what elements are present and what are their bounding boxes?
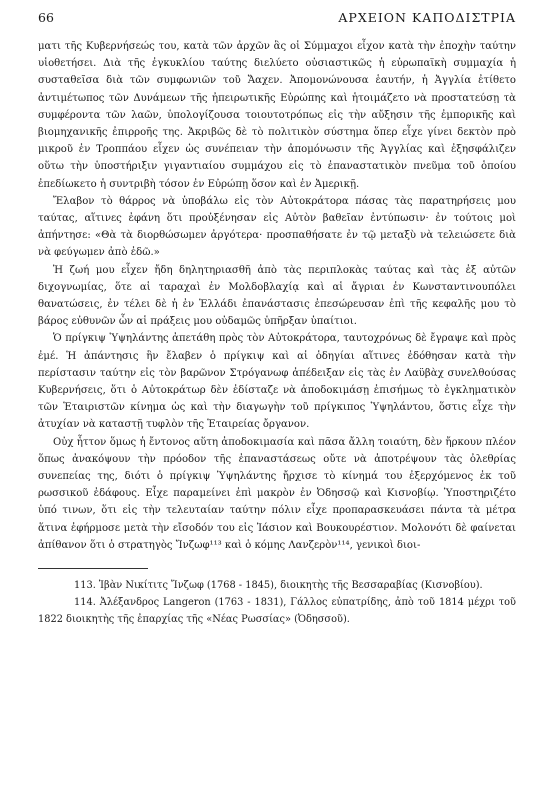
page-number: 66 xyxy=(38,10,54,25)
paragraph: Ὁ πρίγκιψ Ὑψηλάντης ἀπετάθη πρὸς τὸν Αὐτοκράτορα, ταυτοχρόνως δὲ ἔγραψε καὶ πρὸς ἐμέ. Ἡ ἀπάντησις ἣν ἔλαβεν ὁ πρίγκιψ καὶ αἱ ὁδηγίαι αἵτινες ἐδόθησαν κατὰ τὴν περίστασιν ταύτην εἰς τὸν βαρῶνον Στρόγανωφ ἀπέδειξαν εἰς τὰς ἐν Λαϋβὰχ συνελθούσας Κυβερνήσεις, ὅτι ὁ Αὐτοκράτωρ δὲν ἐδίσταζε νὰ ἀποδοκιμάσῃ ἐπισήμως τὸ ἐγκληματικὸν τῶν Ἑταιριστῶν κίνημα ὡς καὶ τὴν διαγωγὴν τοῦ πρίγκιπος Ὑψηλάντου, ὅστις εἶχε τὴν ἀτυχίαν νὰ καταστῇ τυφλὸν τῆς Ἑταιρείας ὄργανον. xyxy=(38,333,516,431)
footnote-113: 113. Ἰβὰν Νικίτιτς Ἴνζωφ (1768 - 1845), διοικητὴς τῆς Βεσσαραβίας (Κισνοβίου). xyxy=(74,580,483,592)
page-header xyxy=(38,10,516,32)
footnote-114: 114. Ἀλέξανδρος Langeron (1763 - 1831), Γάλλος εὐπατρίδης, ἀπὸ τοῦ 1814 μέχρι τοῦ 1822 διοικητὴς τῆς ἐπαρχίας τῆς «Νέας Ρωσσίας» (Ὀδησσοῦ). xyxy=(38,597,516,626)
paragraph: Ἡ ζωή μου εἶχεν ἤδη δηλητηριασθῆ ἀπὸ τὰς περιπλοκὰς ταύτας καὶ τὰς ἐξ αὐτῶν διχογνωμίας, ὅτε αἱ ταραχαὶ ἐν Μολδοβλαχίᾳ καὶ αἱ ἄγριαι ἐν Κωνσταντινουπόλει θανατώσεις, ἐν τέλει δὲ ἡ ἐν Ἑλλάδι ἐπανάστασις ἐπεσώρευσαν ἐπὶ τῆς κεφαλῆς μου τὸ βάρος εὐθυνῶν ὧν αἱ πράξεις μου οὐδαμῶς ὑπῆρξαν ὑπαίτιοι. xyxy=(38,264,516,328)
body-text xyxy=(38,38,516,554)
paragraph: Οὐχ ἧττον ὅμως ἡ ἔντονος αὕτη ἀποδοκιμασία καὶ πᾶσα ἄλλη τοιαύτη, δὲν ἤρκουν πλέον ὅπως ἀνακόψουν τὴν πρόοδον τῆς ἐπαναστάσεως οὔτε νὰ ἀποτρέψουν τὰς ὀλεθρίας συνεπείας της, διότι ὁ πρίγκιψ Ὑψηλάντης ἤρχισε τὸ κίνημά του ἐξερχόμενος ἐκ τοῦ ρωσσικοῦ ἐδάφους. Εἶχε παραμείνει ἐπὶ μακρὸν ἐν Ὀδησσῷ καὶ Κισνοβίῳ. Ὑποστηριζέτο ὑπό τινων, ὅτι εἰς τὴν τελευταίαν ταύτην πόλιν εἶχε προπαρασκευάσει πάντα τὰ μέτρα ἅτινα ἐφήρμοσε μετὰ τὴν εἴσοδόν του εἰς Ἰάσιον καὶ Βουκουρέστιον. Μολονότι δὲ φαίνεται ἀπίθανον ὅτι ὁ στρατηγὸς Ἴνζωφ¹¹³ καὶ ὁ κόμης Λανζερὸν¹¹⁴, γενικοὶ διοι- xyxy=(38,436,516,551)
footnote-divider xyxy=(38,568,148,569)
footnotes xyxy=(38,577,516,628)
paragraph: Ἔλαβον τὸ θάρρος νὰ ὑποβάλω εἰς τὸν Αὐτοκράτορα πάσας τὰς παρατηρήσεις μου ταύτας, αἵτινες ἐφάνη ὅτι προὐξένησαν εἰς Αὐτὸν βαθεῖαν ἐντύπωσιν· ἐν τούτοις μοὶ ἀπήντησε: «Θὰ τὰ διορθώσωμεν ἀργότερα· προσπαθήσατε ἐν τῷ μεταξὺ νὰ τελειώσετε διὰ νὰ φεύγωμεν ἀπὸ ἐδῶ.» xyxy=(38,195,516,259)
paragraph: ματι τῆς Κυβερνήσεώς του, κατὰ τῶν ἀρχῶν ἃς οἱ Σύμμαχοι εἶχον κατὰ τὴν ἐποχὴν ταύτην υἱοθετήσει. Διὰ τῆς ἐγκυκλίου ταύτης διελύετο οὐσιαστικῶς ἡ εὐρωπαϊκὴ συμμαχία ἡ συσταθεῖσα διὰ τῶν συμφωνιῶν τοῦ Ἄαχεν. Ἀπομονώνουσα ἑαυτήν, ἡ Ἀγγλία ἐτίθετο ἀντιμέτωπος τῶν Δυνάμεων τῆς ἠπειρωτικῆς Εὐρώπης καὶ ἡτοιμάζετο νὰ προστατεύσῃ τὰ συμφέροντα τῶν λαῶν, ὑπολογίζουσα τοιουτοτρόπως εἰς τὴν αὔξησιν τῆς ἐμπορικῆς καὶ βιομηχανικῆς ἐπιρροῆς της. Ἀκριβῶς δὲ τὸ πολιτικὸν σύστημα ὅπερ εἶχε γίνει δεκτὸν πρὸ μικροῦ ἐν Τροππάου εἶχεν ὡς συνέπειαν τὴν ἀπομόνωσιν τῆς Ἀγγλίας καὶ ἐξησφάλιζεν οὕτω τὴν ὑποστήριξιν γιγαντιαίου συμμάχου εἰς τὸ ἐπαναστατικὸν πνεῦμα τοῦ ὁποίου ἐπεδίωκετο ἡ συντριβὴ τόσον ἐν Εὐρώπῃ ὅσον καὶ ἐν Ἀμερικῇ. xyxy=(38,41,516,190)
running-title: ΑΡΧΕΙΟΝ ΚΑΠΟΔΙΣΤΡΙΑ xyxy=(338,10,516,25)
